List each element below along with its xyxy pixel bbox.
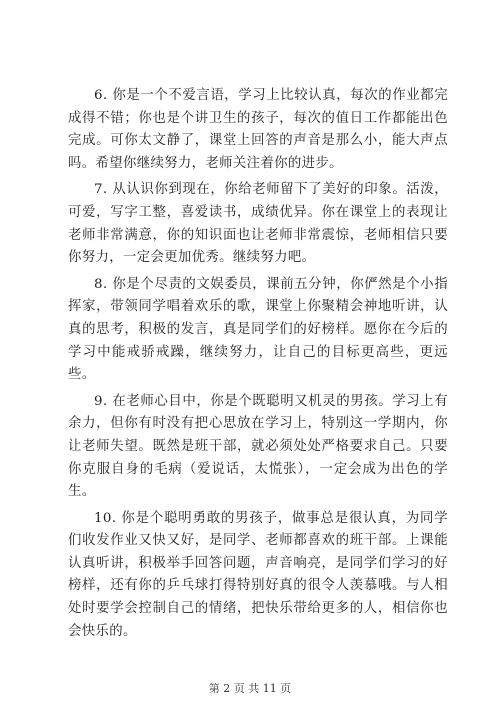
paragraph-9: 9. 在老师心目中，你是个既聪明又机灵的男孩。学习上有余力，但你有时没有把心思放在学习上，特别这一学期内，你让老师失望。既然是班干部，就必须处处严格要求自己。只要你克服自身的毛病（爱说话，太慌张），一定会成为出色的学生。 bbox=[68, 393, 448, 500]
page-number-footer: 第 2 页 共 11 页 bbox=[208, 682, 292, 695]
paragraph-10: 10. 你是个聪明勇敢的男孩子，做事总是很认真，为同学们收发作业又快又好，是同学、老师都喜欢的班干部。上课能认真听讲，积极举手回答问题，声音响亮，是同学们学习的好榜样，还有你的乒乓球打得特别好真的很令人羡慕哦。与人相处时要学会控制自己的情绪，把快乐带给更多的人，相信你也会快乐的。 bbox=[68, 510, 448, 639]
paragraph-7: 7. 从认识你到现在，你给老师留下了美好的印象。活泼，可爱，写字工整，喜爱读书，成绩优异。你在课堂上的表现让老师非常满意，你的知识面也让老师非常震惊，老师相信只要你努力，一定会更加优秀。继续努力吧。 bbox=[68, 182, 448, 266]
page-body bbox=[68, 85, 448, 647]
paragraph-6: 6. 你是一个不爱言语，学习上比较认真，每次的作业都完成得不错；你也是个讲卫生的孩子，每次的值日工作都能出色完成。可你太文静了，课堂上回答的声音是那么小，能大声点吗。希望你继续努力，老师关注着你的进步。 bbox=[68, 88, 448, 171]
paragraph-8: 8. 你是个尽责的文娱委员，课前五分钟，你俨然是个小指挥家，带领同学唱着欢乐的歌，课堂上你聚精会神地听讲，认真的思考，积极的发言，真是同学们的好榜样。愿你在今后的学习中能戒骄戒躁，继续努力，让自己的目标更高些，更远些。 bbox=[68, 276, 448, 383]
